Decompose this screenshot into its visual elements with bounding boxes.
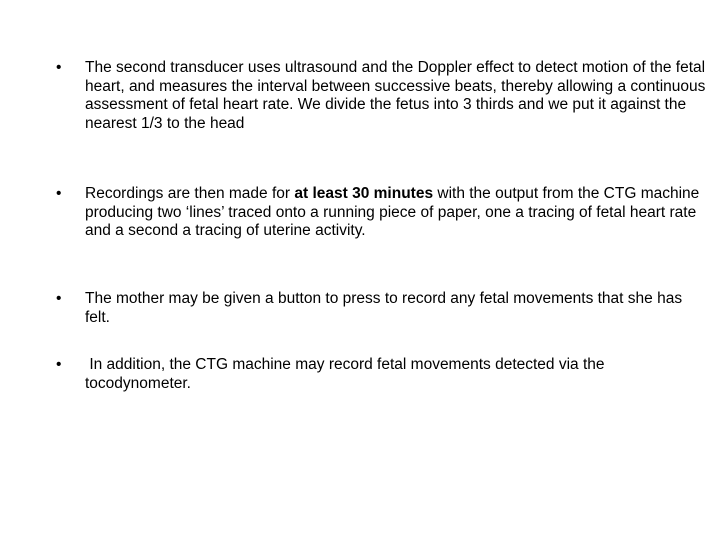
bullet-dot-icon: • xyxy=(56,185,62,202)
bullet-dot-icon: • xyxy=(56,290,62,307)
bullet-item-mother-button xyxy=(56,290,706,327)
bullet-text: The mother may be given a button to press to record any fetal movements that she has felt. xyxy=(85,290,683,326)
bullet-text xyxy=(85,185,706,241)
bullet-text-part: Recordings are then made for xyxy=(85,185,295,202)
bullet-item-doppler-transducer xyxy=(56,59,706,133)
bullet-dot-icon: • xyxy=(56,356,62,373)
bullet-item-fetal-movements xyxy=(56,356,706,393)
bullet-item-recordings xyxy=(56,185,706,241)
bullet-text-part: with the output from the CTG machine producing two ‘lines’ traced onto a running piece of paper, one a tracing of fetal heart rate and a second a tracing of uterine activity. xyxy=(85,185,700,239)
bullet-dot-icon: • xyxy=(56,59,62,76)
bullet-text: In addition, the CTG machine may record fetal movements detected via the tocodynometer. xyxy=(85,356,622,392)
bullet-text-emphasis: at least 30 minutes xyxy=(294,185,434,202)
bullet-text: The second transducer uses ultrasound and the Doppler effect to detect motion of the fetal heart, and measures the interval between successive beats, thereby allowing a continuous assessment of fetal heart rate. We divide the fetus into 3 thirds and we put it against the nearest 1/3 to the head xyxy=(85,59,706,132)
